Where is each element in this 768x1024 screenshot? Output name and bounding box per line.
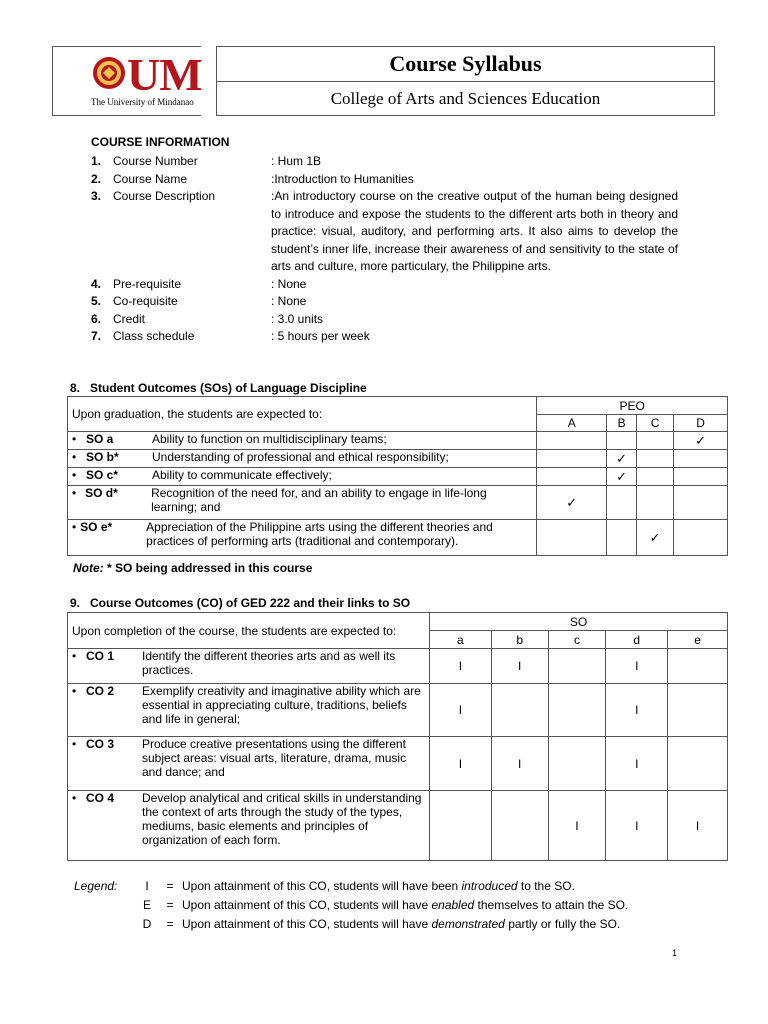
legend-item	[136, 915, 696, 934]
seal-icon	[92, 56, 126, 90]
legend-key: I	[145, 879, 149, 893]
co-intro: Upon completion of the course, the students are expected to:	[68, 613, 430, 649]
so-text: Ability to communicate effectively;	[152, 468, 332, 482]
peo-col: B	[607, 415, 637, 432]
item-num: 2.	[91, 171, 102, 186]
so-col: d	[606, 631, 668, 649]
so-row-text	[68, 520, 537, 556]
table-row	[68, 450, 728, 468]
item-label: Co-requisite	[113, 294, 178, 308]
co-mark: I	[491, 737, 548, 791]
table-row	[68, 737, 728, 791]
course-info-item	[91, 276, 681, 294]
co-mark	[548, 684, 606, 737]
course-info-item	[91, 328, 681, 346]
so-code: SO b*	[86, 450, 119, 464]
co-mark: I	[606, 649, 668, 684]
so-mark	[607, 486, 637, 520]
so-row-text	[68, 468, 537, 486]
co-mark	[668, 649, 728, 684]
legend-eq: =	[166, 879, 174, 893]
table-row	[68, 468, 728, 486]
item-label: Course Name	[113, 171, 188, 186]
co-mark	[668, 737, 728, 791]
table-row	[68, 684, 728, 737]
so-header: SO	[429, 613, 727, 631]
bullet-icon: •	[72, 737, 77, 751]
page-number: 1	[672, 948, 678, 958]
college-name: College of Arts and Sciences Education	[330, 89, 601, 108]
so-code: SO c*	[86, 468, 119, 482]
so-note	[73, 561, 312, 575]
so-mark: ✓	[674, 432, 728, 450]
item-value: : None	[271, 276, 307, 291]
bullet-icon: •	[72, 486, 77, 500]
item-num: 5.	[91, 294, 102, 308]
so-intro: Upon graduation, the students are expected to:	[68, 397, 537, 432]
so-mark: ✓	[537, 486, 607, 520]
co-code: CO 3	[86, 737, 115, 751]
so-code: SO e*	[80, 520, 113, 534]
so-mark: ✓	[607, 450, 637, 468]
so-mark: ✓	[607, 468, 637, 486]
so-col: c	[548, 631, 606, 649]
legend-text: Upon attainment of this CO, students will have	[182, 898, 432, 912]
bullet-icon: •	[72, 684, 77, 698]
co-text: Exemplify creativity and imaginative ability which are essential in appreciating culture, traditions, beliefs and life in general;	[142, 684, 421, 726]
legend-label: Legend:	[74, 879, 118, 893]
so-table	[67, 396, 728, 556]
co-mark: I	[429, 684, 491, 737]
so-mark	[537, 468, 607, 486]
legend-item	[136, 896, 696, 915]
co-code: CO 2	[86, 684, 115, 698]
table-row	[68, 791, 728, 861]
legend-emphasis: enabled	[431, 898, 475, 912]
legend-item	[136, 877, 696, 896]
co-text: Identify the different theories arts and as well its practices.	[142, 649, 396, 677]
so-heading: 8. Student Outcomes (SOs) of Language Discipline	[70, 381, 367, 395]
course-info-item	[91, 188, 681, 276]
so-code: SO d*	[85, 486, 118, 500]
bullet-icon: •	[72, 468, 77, 482]
legend-text: Upon attainment of this CO, students will have been	[182, 879, 462, 893]
bullet-icon: •	[72, 520, 77, 534]
item-value: : 5 hours per week	[271, 329, 370, 343]
table-row	[68, 520, 728, 556]
item-label: Class schedule	[113, 329, 195, 343]
co-row-text	[68, 649, 430, 684]
so-mark	[637, 450, 674, 468]
item-label: Course Description	[113, 189, 216, 203]
course-info-item	[91, 153, 681, 171]
legend-list	[136, 877, 696, 934]
co-row-text	[68, 791, 430, 861]
co-code: CO 1	[86, 649, 115, 663]
bullet-icon: •	[72, 649, 77, 663]
co-mark: I	[606, 684, 668, 737]
course-info-list	[91, 153, 681, 346]
item-label: Credit	[113, 311, 146, 326]
so-row-text	[68, 450, 537, 468]
peo-col: D	[674, 415, 728, 432]
co-table	[67, 612, 728, 861]
co-code: CO 4	[86, 791, 115, 805]
co-row-text	[68, 737, 430, 791]
course-info-heading: COURSE INFORMATION	[91, 135, 230, 149]
course-info-item	[91, 311, 681, 329]
legend-eq: =	[166, 898, 174, 912]
co-mark: I	[668, 791, 728, 861]
so-text: Understanding of professional and ethical responsibility;	[152, 450, 449, 464]
item-num: 3.	[91, 189, 102, 203]
item-num: 6.	[91, 311, 102, 326]
co-mark: I	[429, 649, 491, 684]
logo-wordmark: UM	[127, 49, 202, 100]
co-mark: I	[548, 791, 606, 861]
item-value: : None	[271, 294, 307, 308]
note-text: * SO being addressed in this course	[103, 561, 313, 575]
item-num: 1.	[91, 154, 102, 168]
so-mark	[607, 520, 637, 556]
item-label: Pre-requisite	[113, 276, 182, 291]
so-col: b	[491, 631, 548, 649]
co-text: Develop analytical and critical skills in understanding the context of arts through the study of the types, mediums, basic elements and principles of organization of each form.	[142, 791, 422, 847]
co-mark	[429, 791, 491, 861]
peo-header: PEO	[537, 397, 728, 415]
so-mark	[537, 520, 607, 556]
co-mark: I	[491, 649, 548, 684]
item-value: :An introductory course on the creative output of the human being designed to introduce and expose the students to the different arts both in theory and practice: visual, auditory, and performing arts. It also aims to develop the student’s inner life, increase their awareness of and sensitivity to the state of arts and culture, more particulary, the Philippine arts.	[271, 189, 678, 273]
course-info-item	[91, 171, 681, 189]
item-value: : Hum 1B	[271, 154, 322, 168]
legend-key: E	[142, 898, 151, 912]
legend-text: Upon attainment of this CO, students will have	[182, 917, 432, 931]
co-mark	[491, 684, 548, 737]
co-mark	[668, 684, 728, 737]
logo-caption: The University of Mindanao	[91, 97, 194, 107]
so-row-text	[68, 486, 537, 520]
table-row	[68, 649, 728, 684]
so-col: a	[429, 631, 491, 649]
so-mark	[637, 486, 674, 520]
peo-col: A	[537, 415, 607, 432]
item-num: 4.	[91, 276, 102, 291]
so-text: Appreciation of the Philippine arts using the different theories and practices of performing arts (traditional and contemporary).	[146, 520, 493, 548]
legend-emphasis: introduced	[461, 879, 518, 893]
so-col: e	[668, 631, 728, 649]
peo-col: C	[637, 415, 674, 432]
legend-emphasis: demonstrated	[431, 917, 505, 931]
so-text: Ability to function on multidisciplinary teams;	[152, 432, 387, 446]
item-num: 7.	[91, 329, 102, 343]
bullet-icon: •	[72, 432, 77, 446]
course-info-item	[91, 293, 681, 311]
co-mark: I	[429, 737, 491, 791]
legend-key: D	[142, 917, 152, 931]
so-mark	[607, 432, 637, 450]
item-value: :Introduction to Humanities	[271, 171, 414, 186]
note-label: Note:	[73, 561, 104, 575]
bullet-icon: •	[72, 450, 77, 464]
so-mark	[674, 486, 728, 520]
bullet-icon: •	[72, 791, 77, 805]
so-mark	[674, 468, 728, 486]
legend-text: themselves to attain the SO.	[474, 898, 629, 912]
so-mark: ✓	[637, 520, 674, 556]
co-mark	[548, 737, 606, 791]
page-title: Course Syllabus	[217, 47, 714, 82]
so-mark	[637, 468, 674, 486]
table-row	[68, 486, 728, 520]
so-text: Recognition of the need for, and an ability to engage in life-long learning; and	[151, 486, 487, 514]
so-mark	[537, 432, 607, 450]
co-mark: I	[606, 791, 668, 861]
item-value: : 3.0 units	[271, 311, 324, 326]
so-row-text	[68, 432, 537, 450]
legend-text: to the SO.	[517, 879, 575, 893]
co-mark	[548, 649, 606, 684]
item-label: Course Number	[113, 154, 198, 168]
legend-text: partly or fully the SO.	[504, 917, 621, 931]
co-mark: I	[606, 737, 668, 791]
so-mark	[674, 520, 728, 556]
table-row	[68, 432, 728, 450]
co-text: Produce creative presentations using the different subject areas: visual arts, literature, drama, music and dance; and	[142, 737, 407, 779]
so-code: SO a	[86, 432, 114, 446]
co-mark	[491, 791, 548, 861]
co-heading: 9. Course Outcomes (CO) of GED 222 and their links to SO	[70, 596, 411, 610]
so-mark	[537, 450, 607, 468]
so-mark	[637, 432, 674, 450]
legend-eq: =	[166, 917, 174, 931]
so-mark	[674, 450, 728, 468]
co-row-text	[68, 684, 430, 737]
